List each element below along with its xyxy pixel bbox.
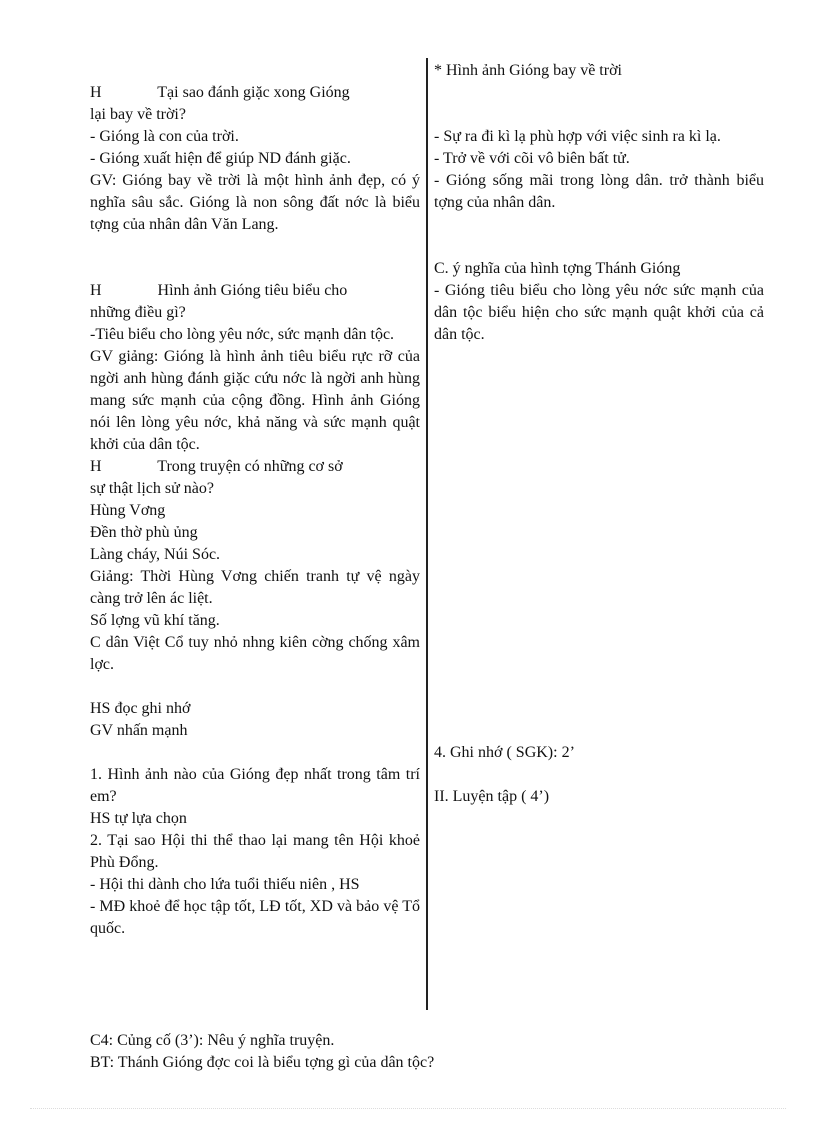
answer-3-3: Làng cháy, Núi Sóc. xyxy=(90,546,221,563)
weapons-note: Số lợng vũ khí tăng. xyxy=(90,612,220,629)
point-3: - Gióng sống mãi trong lòng dân. trở thành biểu tợng của nhân dân. xyxy=(434,172,764,211)
column-divider xyxy=(426,58,428,1010)
point-2: - Trở về với cõi vô biên bất tử. xyxy=(434,150,630,167)
consolidation: C4: Củng cố (3’): Nêu ý nghĩa truyện. xyxy=(90,1032,335,1049)
teacher-explanation: Giảng: Thời Hùng Vơng chiến tranh tự vệ ngày càng trở lên ác liệt. xyxy=(90,568,420,607)
homework: BT: Thánh Gióng đợc coi là biểu tợng gì của dân tộc? xyxy=(90,1054,435,1071)
exercise-2: 2. Tại sao Hội thi thể thao lại mang tên Hội khoẻ Phù Đổng. xyxy=(90,832,420,871)
page-bottom-rule xyxy=(30,1108,786,1109)
right-column xyxy=(434,60,764,808)
left-column xyxy=(90,60,420,940)
question-2: H Hình ảnh Gióng tiêu biểu cho xyxy=(90,282,348,299)
section-title-flying: * Hình ảnh Gióng bay về trời xyxy=(434,62,622,79)
teacher-note-2: GV giảng: Gióng là hình ảnh tiêu biểu rực rỡ của ngời anh hùng đánh giặc cứu nớc là ngời anh hùng mang sức mạnh của cộng đồng. Hình ảnh Gióng nói lên lòng yêu nớc, khả năng và sức mạnh quật khởi của dân tộc. xyxy=(90,348,420,453)
question-3-cont: sự thật lịch sử nào? xyxy=(90,480,214,497)
point-1: - Sự ra đi kì lạ phù hợp với việc sinh ra kì lạ. xyxy=(434,128,721,145)
footer xyxy=(90,1030,770,1074)
answer-1-2: - Gióng xuất hiện để giúp ND đánh giặc. xyxy=(90,150,351,167)
question-3: H Trong truyện có những cơ sở xyxy=(90,458,343,475)
point-4: - Gióng tiêu biểu cho lòng yêu nớc sức mạnh của dân tộc biểu hiện cho sức mạnh quật khởi của cả dân tộc. xyxy=(434,282,764,343)
question-1: H Tại sao đánh giặc xong Gióng xyxy=(90,84,350,101)
practice-heading: II. Luyện tập ( 4’) xyxy=(434,788,550,805)
answer-1-1: - Gióng là con của trời. xyxy=(90,128,239,145)
teacher-emphasis: GV nhấn mạnh xyxy=(90,722,188,739)
answer-2: -Tiêu biểu cho lòng yêu nớc, sức mạnh dân tộc. xyxy=(90,326,395,343)
people-note: C dân Việt Cổ tuy nhỏ nhng kiên cờng chống xâm lợc. xyxy=(90,634,420,673)
exercise-1-answer: HS tự lựa chọn xyxy=(90,810,187,827)
exercise-2-answer-1: - Hội thi dành cho lứa tuổi thiếu niên , HS xyxy=(90,876,360,893)
exercise-1: 1. Hình ảnh nào của Gióng đẹp nhất trong tâm trí em? xyxy=(90,766,420,805)
teacher-note-1: GV: Gióng bay về trời là một hình ảnh đẹp, có ý nghĩa sâu sắc. Gióng là non sông đất nớc là biểu tợng của nhân dân Văn Lang. xyxy=(90,172,420,233)
remember-heading: 4. Ghi nhớ ( SGK): 2’ xyxy=(434,744,575,761)
student-read-note: HS đọc ghi nhớ xyxy=(90,700,191,717)
question-2-cont: những điều gì? xyxy=(90,304,186,321)
section-title-meaning: C. ý nghĩa của hình tợng Thánh Gióng xyxy=(434,260,681,277)
question-1-cont: lại bay về trời? xyxy=(90,106,186,123)
answer-3-1: Hùng Vơng xyxy=(90,502,166,519)
answer-3-2: Đền thờ phù ủng xyxy=(90,524,198,541)
exercise-2-answer-2: - MĐ khoẻ để học tập tốt, LĐ tốt, XD và bảo vệ Tổ quốc. xyxy=(90,898,420,937)
